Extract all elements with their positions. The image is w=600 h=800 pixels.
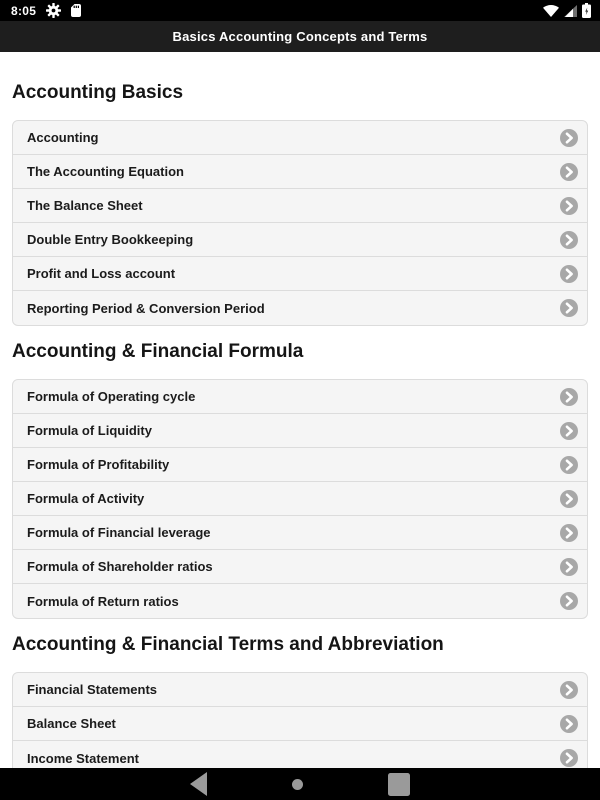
chevron-right-icon <box>560 592 578 610</box>
chevron-right-icon <box>560 388 578 406</box>
list-item-label: Formula of Operating cycle <box>27 389 196 404</box>
list-item[interactable] <box>13 291 587 325</box>
list-item-label: Formula of Activity <box>27 491 145 506</box>
list-item-label: Formula of Financial leverage <box>27 525 211 540</box>
navigation-bar <box>0 768 600 800</box>
clock: 8:05 <box>11 3 37 18</box>
settings-gear-icon <box>46 3 61 18</box>
list-item[interactable] <box>13 189 587 223</box>
list-item-label: Formula of Return ratios <box>27 593 179 609</box>
content-section <box>12 339 588 619</box>
section-heading: Accounting & Financial Terms and Abbreviation <box>12 634 444 655</box>
chevron-right-icon <box>560 749 578 767</box>
list-item-label: Income Statement <box>27 750 139 766</box>
list-card <box>12 672 588 776</box>
list-item-label: The Balance Sheet <box>27 198 143 213</box>
chevron-right-icon <box>560 197 578 215</box>
chevron-right-icon <box>560 231 578 249</box>
sim-card-icon <box>71 4 81 17</box>
list-card <box>12 120 588 326</box>
wifi-icon <box>543 5 559 17</box>
list-item-label: Formula of Profitability <box>27 457 170 472</box>
back-button[interactable] <box>190 772 207 796</box>
list-item-label: Accounting <box>27 130 99 145</box>
list-item-label: Formula of Liquidity <box>27 423 152 438</box>
list-item[interactable] <box>13 482 587 516</box>
page-title: Basics Accounting Concepts and Terms <box>172 29 428 44</box>
list-item-label: Reporting Period & Conversion Period <box>27 300 265 316</box>
status-bar-left <box>7 3 81 18</box>
cell-signal-icon <box>564 5 577 17</box>
chevron-right-icon <box>560 129 578 147</box>
list-item[interactable] <box>13 584 587 618</box>
battery-charging-icon <box>582 3 591 18</box>
section-list <box>12 80 588 776</box>
chevron-right-icon <box>560 524 578 542</box>
recents-button[interactable] <box>388 773 410 796</box>
content-section <box>12 80 588 326</box>
content <box>0 52 600 800</box>
list-item[interactable] <box>13 223 587 257</box>
list-item[interactable] <box>13 673 587 707</box>
list-item[interactable] <box>13 380 587 414</box>
list-item[interactable] <box>13 550 587 584</box>
status-bar <box>0 0 600 21</box>
list-item-label: Financial Statements <box>27 682 158 697</box>
list-item[interactable] <box>13 414 587 448</box>
list-item[interactable] <box>13 121 587 155</box>
list-item-label: Double Entry Bookkeeping <box>27 232 194 247</box>
list-item[interactable] <box>13 448 587 482</box>
chevron-right-icon <box>560 490 578 508</box>
list-item-label: Balance Sheet <box>27 716 116 731</box>
home-button[interactable] <box>292 779 303 790</box>
list-card <box>12 379 588 619</box>
chevron-right-icon <box>560 456 578 474</box>
section-heading: Accounting & Financial Formula <box>12 341 304 362</box>
chevron-right-icon <box>560 715 578 733</box>
chevron-right-icon <box>560 422 578 440</box>
chevron-right-icon <box>560 299 578 317</box>
list-item-label: The Accounting Equation <box>27 164 184 179</box>
section-heading: Accounting Basics <box>12 82 184 103</box>
chevron-right-icon <box>560 163 578 181</box>
chevron-right-icon <box>560 558 578 576</box>
list-item-label: Formula of Shareholder ratios <box>27 559 213 574</box>
list-item-label: Profit and Loss account <box>27 266 176 281</box>
list-item[interactable] <box>13 257 587 291</box>
list-item[interactable] <box>13 707 587 741</box>
action-bar <box>0 21 600 52</box>
status-bar-right <box>543 3 593 18</box>
list-item[interactable] <box>13 516 587 550</box>
content-section <box>12 632 588 776</box>
chevron-right-icon <box>560 265 578 283</box>
list-item[interactable] <box>13 155 587 189</box>
chevron-right-icon <box>560 681 578 699</box>
